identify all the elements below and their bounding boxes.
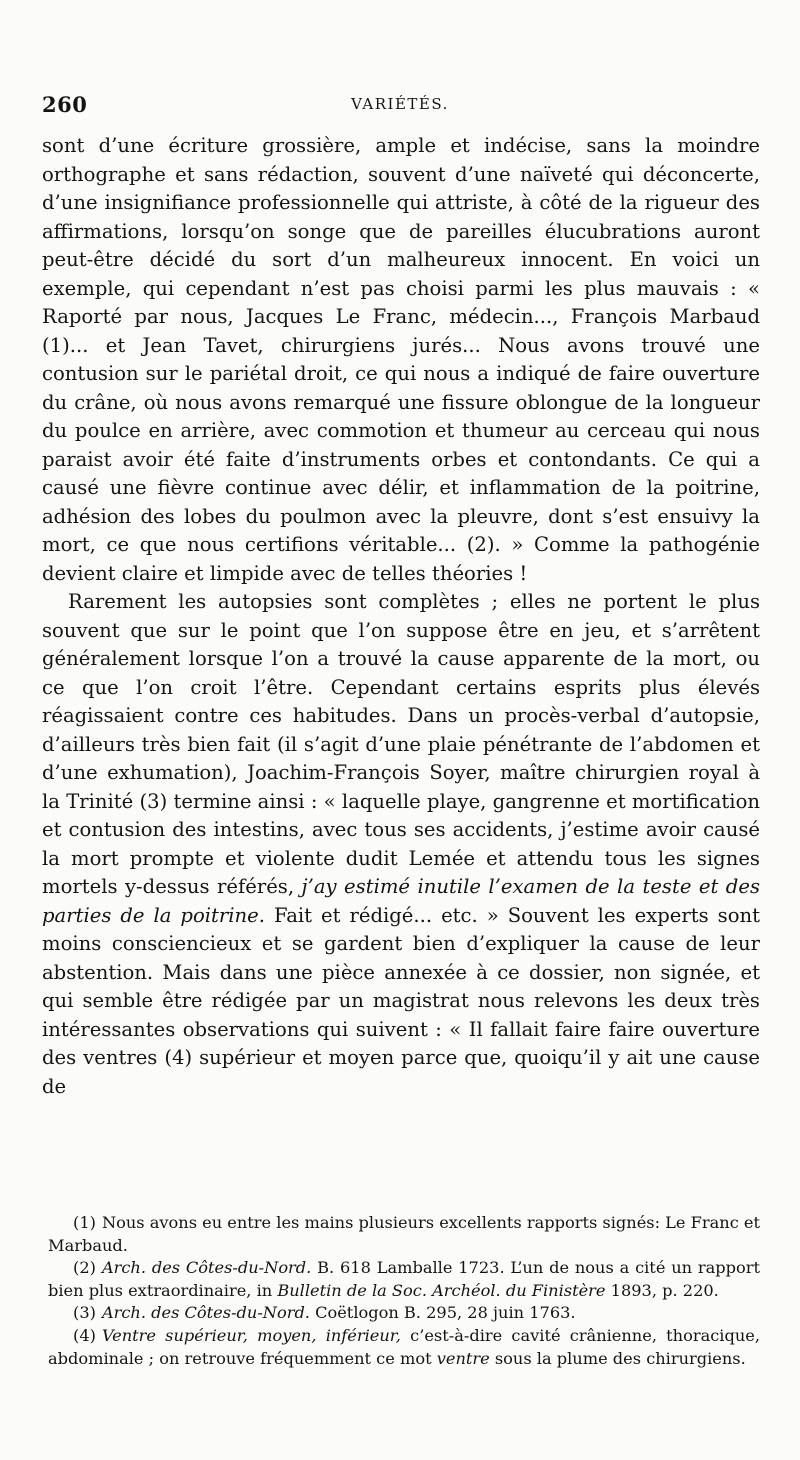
footnote-4-term: Ventre supérieur, moyen, inférieur, <box>101 1325 401 1345</box>
footnotes <box>48 1212 760 1370</box>
paragraph-1-text: sont d’une écriture grossière, ample et indécise, sans la moindre orthographe et sans rédaction, souvent d’une naïveté qui déconcerte, d’une insignifiance professionnelle qui attriste, à côté de la rigueur des affirmations, lorsqu’on songe que de pareilles élucubrations auront peut-être décidé du sort d’un malheureux innocent. En voici un exemple, qui cependant n’est pas choisi parmi les plus mauvais : « Raporté par nous, Jacques Le Franc, médecin..., François Marbaud (1)... et Jean Tavet, chirurgiens jurés... Nous avons trouvé une contusion sur le pariétal droit, ce qui nous a indiqué de faire ouverture du crâne, où nous avons remarqué une fissure oblongue de la longueur du poulce en arrière, avec commotion et thumeur au cerceau qui nous paraist avoir été faite d’instruments orbes et contondants. Ce qui a causé une fièvre continue avec délir, et inflammation de la poitrine, adhésion des lobes du poulmon avec la pleuvre, dont s’est ensuivy la mort, ce que nous certifions véritable... (2). » Comme la pathogénie devient claire et limpide avec de telles théories ! <box>42 134 760 585</box>
footnote-2 <box>48 1257 760 1302</box>
footnote-1 <box>48 1212 760 1257</box>
footnote-2-source: Arch. des Côtes-du-Nord. <box>101 1258 312 1278</box>
running-title: VARIÉTÉS. <box>351 95 449 113</box>
footnote-1-text: Nous avons eu entre les mains plusieurs excellents rapports signés: Le Franc et Marbaud. <box>48 1213 760 1255</box>
footnote-4 <box>48 1325 760 1370</box>
footnote-2-journal: Bulletin de la Soc. Archéol. du Finistère <box>277 1280 606 1300</box>
paragraph-1 <box>42 132 760 588</box>
footnote-1-number: (1) <box>73 1213 96 1232</box>
footnote-3-source: Arch. des Côtes-du-Nord. <box>101 1303 310 1323</box>
paragraph-2 <box>42 588 760 1101</box>
paragraph-2-text-b: Fait et rédigé... etc. » Souvent les experts sont moins consciencieux et se gardent bien d’expliquer la cause de leur abstention. Mais dans une pièce annexée à ce dossier, non signée, et qui semble être rédigée par un magistrat nous relevons les deux très intéressantes observations qui suivent : « Il fallait faire faire ouverture des ventres (4) supérieur et moyen parce que, quoiqu’il y ait une cause de <box>42 903 760 1098</box>
footnote-2-text-a: B. 618 Lamballe 1723. L’un de nous a cité un rapport bien plus extraordinaire, in <box>48 1258 760 1300</box>
footnote-4-number: (4) <box>73 1325 96 1345</box>
footnote-4-text-a: c’est-à-dire cavité crânienne, thoracique, abdominale ; on retrouve fréquemment ce mot <box>48 1325 760 1368</box>
footnote-4-text-b: sous la plume des chirurgiens. <box>489 1348 746 1368</box>
footnote-3-text: Coëtlogon B. 295, 28 juin 1763. <box>309 1303 576 1323</box>
footnote-2-number: (2) <box>73 1258 96 1278</box>
footnote-4-word: ventre <box>436 1348 490 1368</box>
body-text <box>42 132 760 1101</box>
page-header <box>42 88 758 124</box>
footnote-2-text-b: 1893, p. 220. <box>605 1280 719 1300</box>
page-number: 260 <box>42 92 88 117</box>
paragraph-2-italic-quote: j’ay estimé inutile l’examen de la teste et des parties de la poitrine. <box>42 875 760 927</box>
footnote-3-number: (3) <box>73 1303 96 1323</box>
paragraph-2-text-a: Rarement les autopsies sont complètes ; elles ne portent le plus souvent que sur le point que l’on suppose être en jeu, et s’arrêtent généralement lorsque l’on a trouvé la cause apparente de la mort, ou ce que l’on croit l’être. Cependant certains esprits plus élevés réagissaient contre ces habitudes. Dans un procès-verbal d’autopsie, d’ailleurs très bien fait (il s’agit d’une plaie pénétrante de l’abdomen et d’une exhumation), Joachim-François Soyer, maître chirurgien royal à la Trinité (3) termine ainsi : « laquelle playe, gangrenne et mortification et contusion des intestins, avec tous ses accidents, j’estime avoir causé la mort prompte et violente dudit Lemée et attendu tous les signes mortels y-dessus référés, <box>42 590 760 898</box>
footnote-3 <box>48 1302 760 1325</box>
